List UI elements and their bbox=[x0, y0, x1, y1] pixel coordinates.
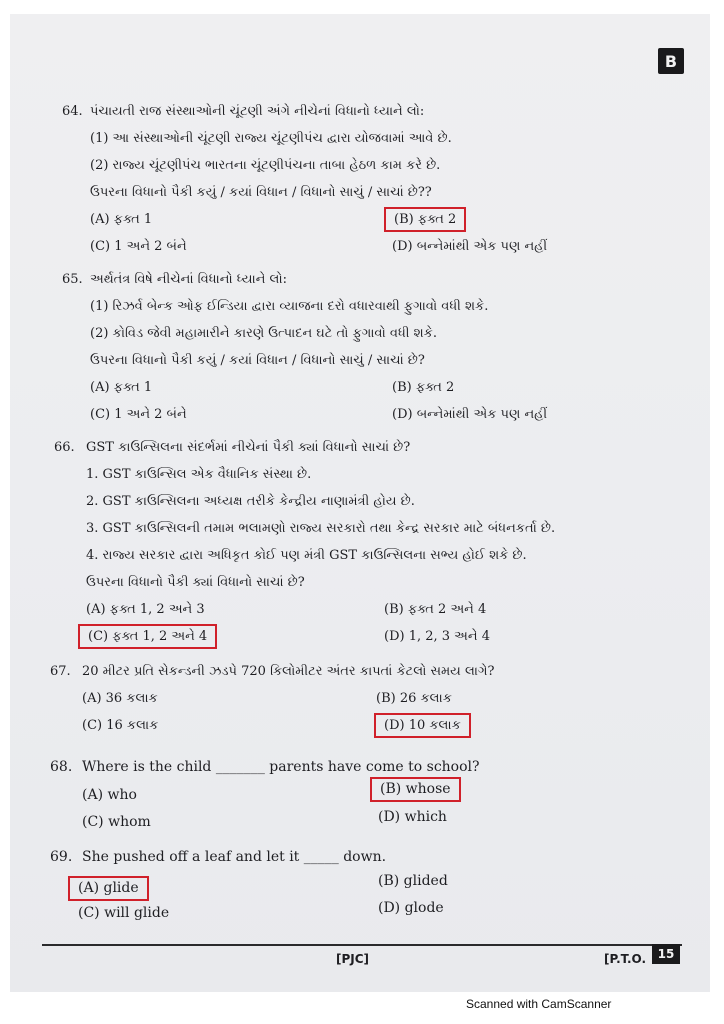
option-a[interactable]: (A) ફક્ત 1, 2 અને 3 bbox=[86, 602, 205, 617]
statement-line: (2) કોવિડ જેવી મહામારીને કારણે ઉત્પાદન ઘટે તો ફુગાવો વધી શકે. bbox=[90, 326, 437, 341]
statement-line: 3. GST કાઉન્સિલની તમામ ભલામણો રાજ્ય સરકારો તથા કેન્દ્ર સરકાર માટે બંધનકર્તા છે. bbox=[86, 521, 556, 536]
option-d[interactable]: (D) 1, 2, 3 અને 4 bbox=[384, 629, 490, 644]
page-number: 15 bbox=[652, 944, 680, 964]
question-number: 64. bbox=[62, 104, 83, 119]
question-number: 66. bbox=[54, 440, 75, 455]
statement-line: (1) રિઝર્વ બેન્ક ઓફ ઈન્ડિયા દ્વારા વ્યાજના દરો વધારવાથી ફુગાવો વધી શકે. bbox=[90, 299, 489, 314]
option-a[interactable]: (A) ફક્ત 1 bbox=[90, 212, 153, 227]
option-d-marked[interactable]: (D) 10 કલાક bbox=[374, 713, 471, 738]
option-d[interactable]: (D) બન્નેમાંથી એક પણ નહીં bbox=[392, 407, 548, 422]
option-c-marked[interactable]: (C) ફક્ત 1, 2 અને 4 bbox=[78, 624, 217, 649]
option-d[interactable]: (D) glode bbox=[378, 900, 444, 916]
option-c[interactable]: (C) 1 અને 2 બંને bbox=[90, 239, 187, 254]
option-a-marked[interactable]: (A) glide bbox=[68, 876, 149, 901]
paper-code: [PJC] bbox=[336, 952, 370, 966]
question-number: 67. bbox=[50, 664, 71, 679]
question-number: 65. bbox=[62, 272, 83, 287]
statement-line: 1. GST કાઉન્સિલ એક વૈધાનિક સંસ્થા છે. bbox=[86, 467, 312, 482]
option-a[interactable]: (A) ફક્ત 1 bbox=[90, 380, 153, 395]
statement-line: (1) આ સંસ્થાઓની ચૂંટણી રાજ્ય ચૂંટણીપંચ દ્વારા યોજવામાં આવે છે. bbox=[90, 131, 452, 146]
option-c[interactable]: (C) 16 કલાક bbox=[82, 718, 159, 733]
scanner-watermark: Scanned with CamScanner bbox=[466, 997, 612, 1011]
question-number: 69. bbox=[50, 849, 73, 865]
statement-line: 4. રાજ્ય સરકાર દ્વારા અધિકૃત કોઈ પણ મંત્રી GST કાઉન્સિલના સભ્ય હોઈ શકે છે. bbox=[86, 548, 527, 563]
statement-line: 2. GST કાઉન્સિલના અધ્યક્ષ તરીકે કેન્દ્રીય નાણામંત્રી હોય છે. bbox=[86, 494, 415, 509]
option-b[interactable]: (B) glided bbox=[378, 873, 448, 889]
question-stem: Where is the child _______ parents have come to school? bbox=[82, 759, 480, 775]
option-b-marked[interactable]: (B) whose bbox=[370, 777, 461, 802]
exam-page bbox=[10, 14, 710, 992]
option-a[interactable]: (A) who bbox=[82, 787, 137, 803]
question-number: 68. bbox=[50, 759, 73, 775]
option-b-marked[interactable]: (B) ફક્ત 2 bbox=[384, 207, 466, 232]
question-prompt: ઉપરના વિધાનો પૈકી કયું / કયાં વિધાન / વિધાનો સાચું / સાચાં છે?? bbox=[90, 185, 432, 200]
pto-label: [P.T.O. bbox=[604, 952, 647, 966]
option-d[interactable]: (D) which bbox=[378, 809, 447, 825]
set-badge: B bbox=[658, 48, 684, 74]
question-prompt: ઉપરના વિધાનો પૈકી ક્યાં વિધાનો સાચાં છે? bbox=[86, 575, 305, 590]
option-c[interactable]: (C) whom bbox=[82, 814, 151, 830]
question-stem: She pushed off a leaf and let it _____ down. bbox=[82, 849, 387, 865]
option-c[interactable]: (C) will glide bbox=[78, 905, 170, 921]
statement-line: (2) રાજ્ય ચૂંટણીપંચ ભારતના ચૂંટણીપંચના તાબા હેઠળ કામ કરે છે. bbox=[90, 158, 441, 173]
option-c[interactable]: (C) 1 અને 2 બંને bbox=[90, 407, 187, 422]
question-stem: પંચાયતી રાજ સંસ્થાઓની ચૂંટણી અંગે નીચેનાં વિધાનો ધ્યાને લો: bbox=[90, 104, 425, 119]
option-a[interactable]: (A) 36 કલાક bbox=[82, 691, 158, 706]
option-b[interactable]: (B) ફક્ત 2 bbox=[392, 380, 455, 395]
footer-rule bbox=[42, 944, 682, 946]
option-b[interactable]: (B) ફક્ત 2 અને 4 bbox=[384, 602, 487, 617]
question-prompt: ઉપરના વિધાનો પૈકી કયું / કયાં વિધાન / વિધાનો સાચું / સાચાં છે? bbox=[90, 353, 425, 368]
option-b[interactable]: (B) 26 કલાક bbox=[376, 691, 452, 706]
option-d[interactable]: (D) બન્નેમાંથી એક પણ નહીં bbox=[392, 239, 548, 254]
question-stem: GST કાઉન્સિલના સંદર્ભમાં નીચેનાં પૈકી ક્યાં વિધાનો સાચાં છે? bbox=[86, 440, 411, 455]
question-stem: 20 મીટર પ્રતિ સેકન્ડની ઝડપે 720 કિલોમીટર અંતર કાપતાં કેટલો સમય લાગે? bbox=[82, 664, 495, 679]
question-stem: અર્થતંત્ર વિષે નીચેનાં વિધાનો ધ્યાને લો: bbox=[90, 272, 288, 287]
